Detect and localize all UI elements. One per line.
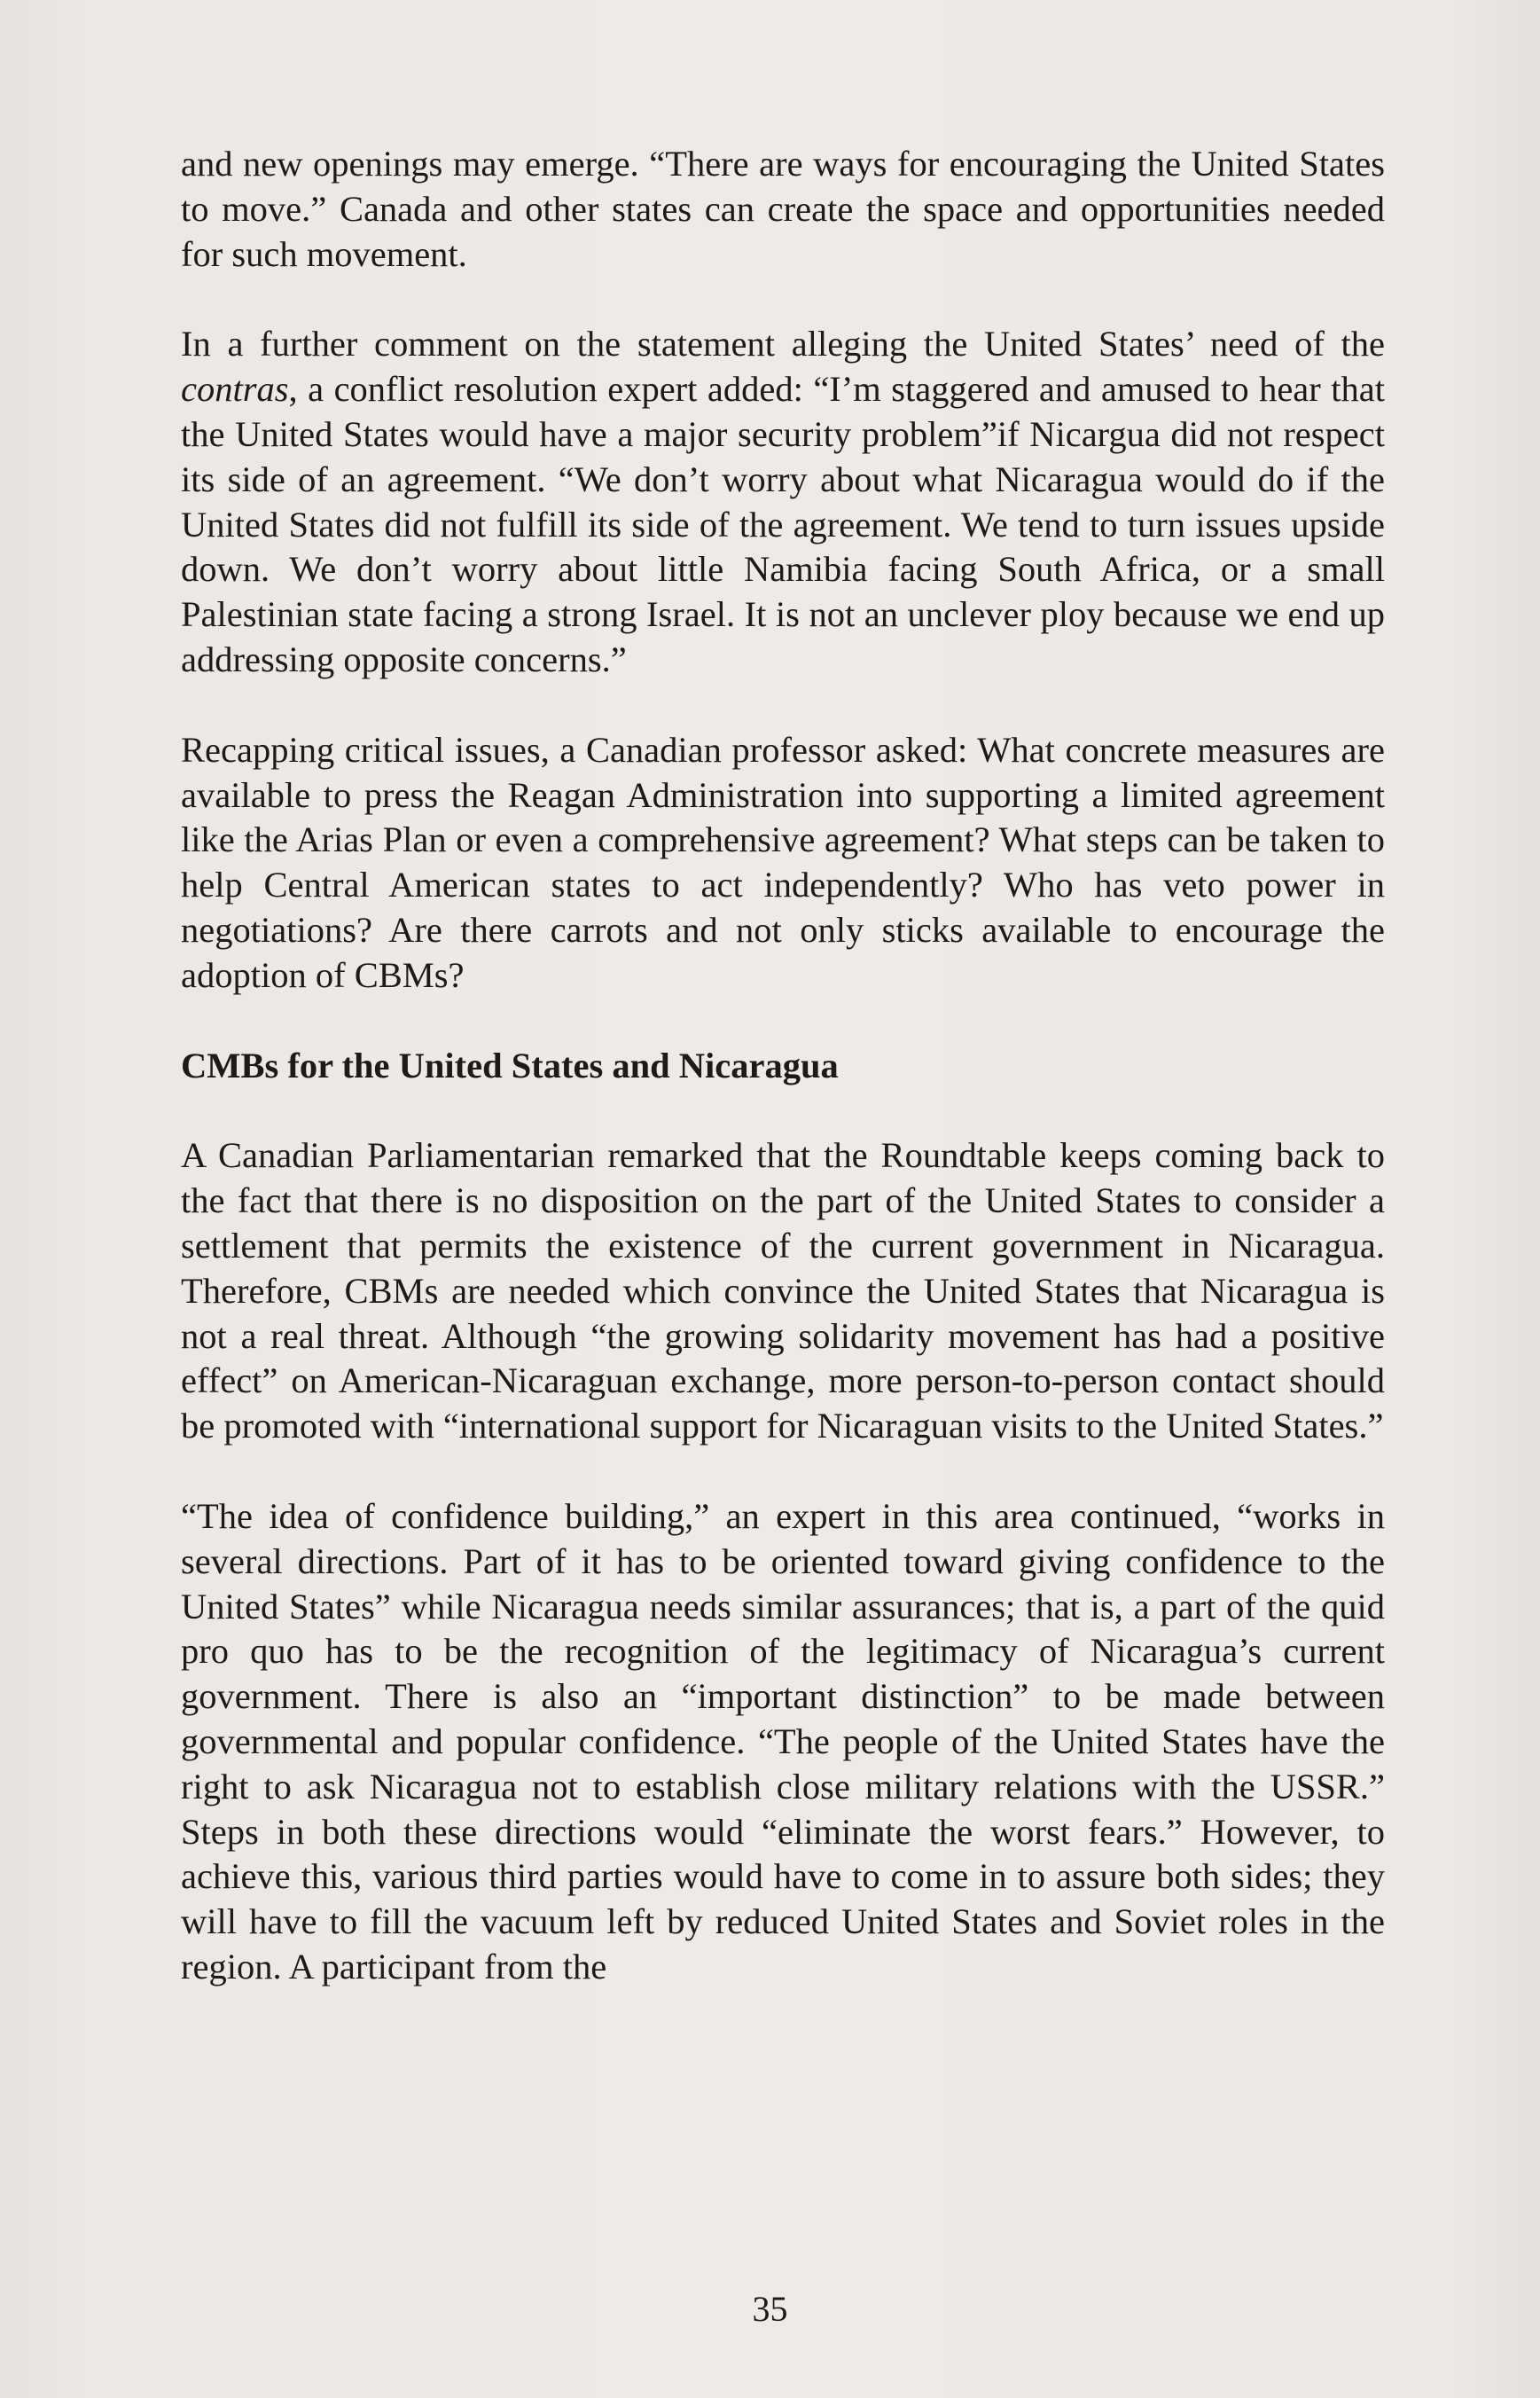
- page-number: 35: [752, 2289, 788, 2329]
- section-heading: CMBs for the United States and Nicaragua: [181, 1045, 839, 1085]
- paragraph-2-rest: , a conflict resolution expert added: “I’m staggered and amused to hear that the United States would have a major security problem”if Nicargua did not respect its side of an agreement. “We don’t worry about what Nicaragua would do if the United States did not fulfill its side of the agreement. We tend to turn issues upside down. We don’t worry about little Namibia facing South Africa, or a small Palestinian state facing a strong Israel. It is not an unclever ploy because we end up addressing opposite concerns.”: [181, 369, 1385, 679]
- paragraph-spacer: [181, 683, 1385, 728]
- paragraph-2-lead: In a further comment on the statement alleging the United States’ need of the: [181, 324, 1385, 364]
- paragraph-spacer: [181, 999, 1385, 1044]
- paragraph-3: Recapping critical issues, a Canadian professor asked: What concrete measures are available to press the Reagan Administration into supporting a limited agreement like the Arias Plan or even a comprehensive agreement? What steps can be taken to help Central American states to act independently? Who has veto power in negotiations? Are there carrots and not only sticks available to encourage the adoption of CBMs?: [181, 729, 1385, 995]
- paragraph-2-italic-term: contras: [181, 369, 289, 410]
- paragraph-4: A Canadian Parliamentarian remarked that the Roundtable keeps coming back to the fact that there is no disposition on the part of the United States to consider a settlement that permits the existence of the current government in Nicaragua. Therefore, CBMs are needed which convince the United States that Nicaragua is not a real threat. Although “the growing solidarity movement has had a positive effect” on American-Nicaraguan exchange, more person-to-person contact should be promoted with “international support for Nicaraguan visits to the United States.”: [181, 1135, 1385, 1446]
- paragraph-spacer: [181, 1449, 1385, 1494]
- paragraph-spacer: [181, 277, 1385, 322]
- paragraph-1: and new openings may emerge. “There are ways for encouraging the United States to move.” Canada and other states can create the space and opportunities needed for such movement.: [181, 144, 1385, 274]
- paragraph-spacer: [181, 1088, 1385, 1133]
- paragraph-5: “The idea of confidence building,” an expert in this area continued, “works in several directions. Part of it has to be oriented toward giving confidence to the United States” while Nicaragua needs similar assurances; that is, a part of the quid pro quo has to be the recognition of the legitimacy of Nicaragua’s current government. There is also an “important distinction” to be made between governmental and popular confidence. “The people of the United States have the right to ask Nicaragua not to establish close military relations with the USSR.” Steps in both these directions would “eliminate the worst fears.” However, to achieve this, various third parties would have to come in to assure both sides; they will have to fill the vacuum left by reduced United States and Soviet roles in the region. A participant from the: [181, 1495, 1385, 1987]
- text-column: [181, 142, 1385, 1990]
- paragraph-2: [181, 322, 1385, 682]
